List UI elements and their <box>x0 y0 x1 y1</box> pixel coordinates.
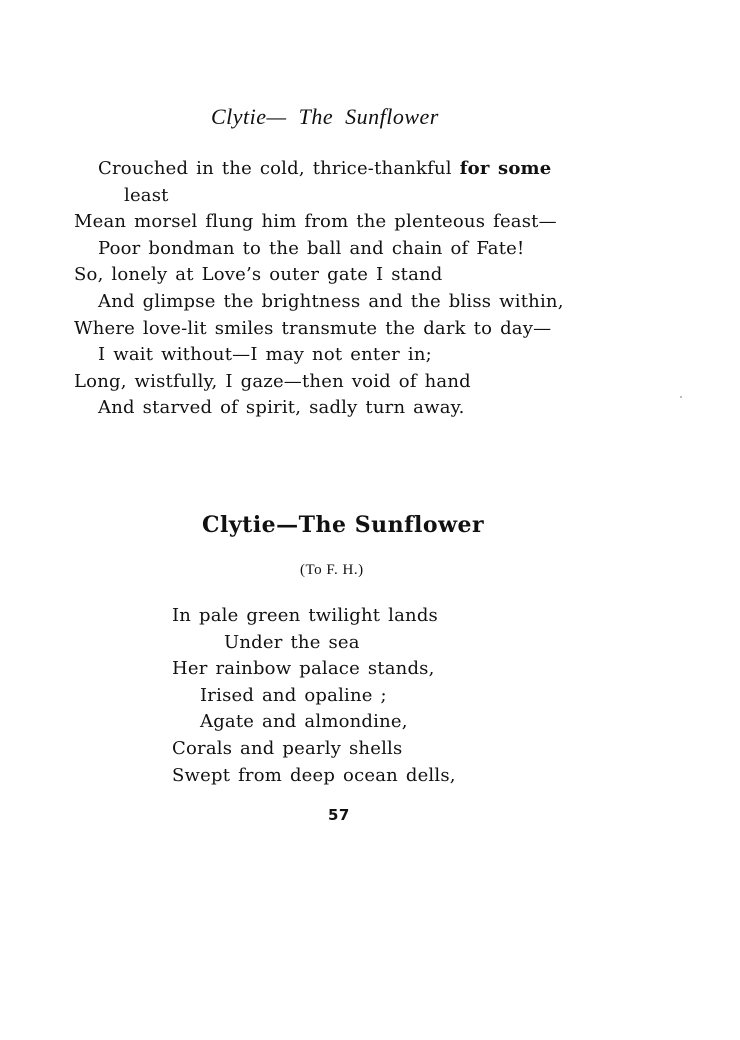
verse-line: Irised and opaline ; <box>200 684 387 706</box>
verse-line <box>74 183 634 210</box>
verse-line <box>74 369 634 396</box>
verse-line <box>74 289 634 316</box>
dedication: (To F. H.) <box>300 562 364 578</box>
verse-text: And glimpse the brightness and the bliss within, <box>98 290 564 312</box>
verse-line <box>74 262 634 289</box>
verse-text: So, lonely at Love’s outer gate I stand <box>74 264 443 286</box>
verse-text-bold: for some <box>459 158 552 179</box>
verse-line <box>74 316 634 343</box>
verse-text: Crouched in the cold, thrice-thankful <box>98 158 460 179</box>
verse-text: Long, wistfully, I gaze—then void of hand <box>74 370 471 392</box>
verse-text: Where love-lit smiles transmute the dark to day— <box>74 317 552 339</box>
running-head: Clytie— The Sunflower <box>211 104 439 129</box>
verse-text: least <box>124 184 169 206</box>
verse-line: Her rainbow palace stands, <box>172 658 435 680</box>
verse-line <box>74 209 634 236</box>
verse-line <box>74 342 634 369</box>
verse-line: Swept from deep ocean dells, <box>172 764 456 786</box>
poem-continuation-stanza <box>74 156 634 422</box>
verse-line: In pale green twilight lands <box>172 605 438 626</box>
paper-speck <box>680 396 682 398</box>
poem-opening-stanza <box>172 603 592 789</box>
verse-line: Corals and pearly shells <box>172 737 403 759</box>
page-number: 57 <box>328 806 350 824</box>
verse-text: Poor bondman to the ball and chain of Fate! <box>98 237 525 259</box>
verse-text: And starved of spirit, sadly turn away. <box>98 397 465 419</box>
verse-line <box>74 395 634 422</box>
verse-text: Mean morsel flung him from the plenteous feast— <box>74 211 557 233</box>
verse-line: Under the sea <box>224 631 360 653</box>
verse-line <box>74 236 634 263</box>
verse-line <box>74 156 634 183</box>
verse-line: Agate and almondine, <box>200 711 408 733</box>
verse-text: I wait without—I may not enter in; <box>98 344 432 366</box>
poem-title: Clytie—The Sunflower <box>202 512 485 538</box>
